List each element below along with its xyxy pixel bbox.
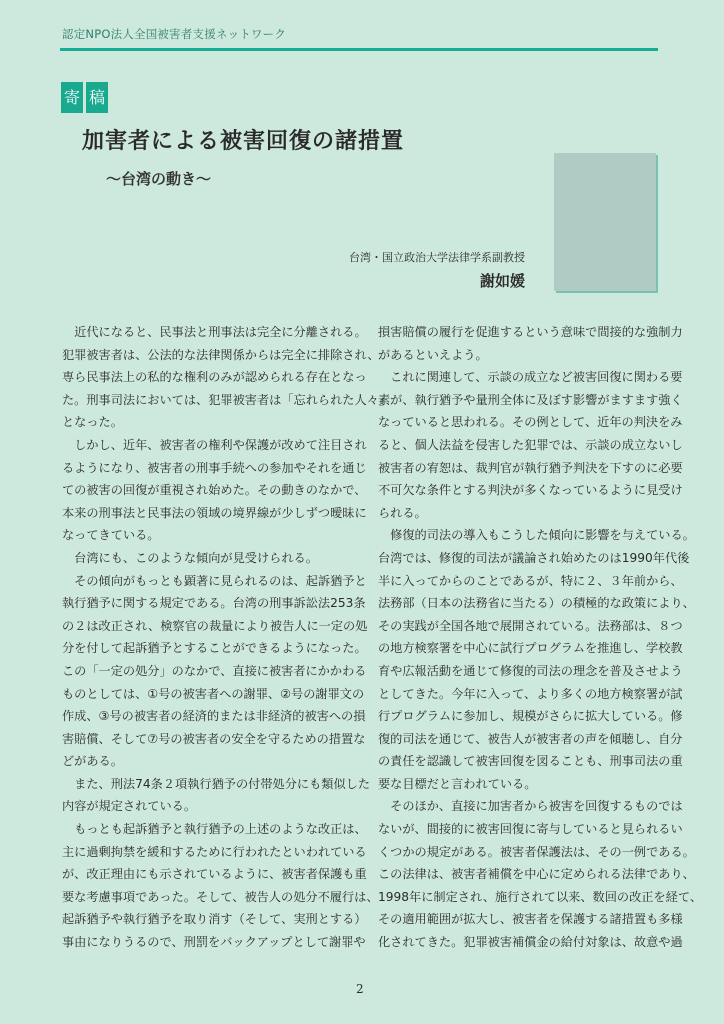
text-line: の地方検察署を中心に試行プログラムを推進し、学校教: [378, 641, 683, 656]
paragraph: [62, 434, 367, 547]
text-line: なってきている。: [62, 528, 160, 543]
paragraph: [62, 773, 371, 818]
text-line: ないが、間接的に被害回復に寄与していると見られるい: [378, 822, 683, 837]
text-line: 損害賠償の履行を促進するという意味で間接的な強制力: [378, 325, 683, 339]
text-line: 半に入ってからのことであるが、特に２、３年前から、: [378, 573, 683, 588]
category-tag: 稿: [86, 82, 108, 113]
text-line: 犯罪被害者は、公法的な法律関係からは完全に排除され、: [62, 347, 380, 362]
author-photo-placeholder: [554, 153, 656, 291]
text-line: 台湾では、修復的司法が議論され始めたのは1990年代後: [378, 550, 690, 565]
text-line: 法務部（日本の法務省に当たる）の積極的な政策により、: [378, 596, 695, 611]
text-line: 近代になると、民事法と刑事法は完全に分離される。: [62, 325, 367, 339]
text-line: そのほか、直接に加害者から被害を回復するものでは: [378, 799, 683, 814]
text-line: その実践が全国各地で展開されている。法務部は、８つ: [378, 618, 683, 633]
text-line: た。刑事司法においては、犯罪被害者は「忘れられた人々」: [62, 392, 392, 407]
text-line: としてきた。今年に入って、より多くの地方検察署が試: [378, 686, 683, 701]
paragraph: [378, 366, 683, 524]
text-line: この「一定の処分」のなかで、直接に被害者にかかわる: [62, 663, 367, 678]
text-line: の責任を認識して被害回復を図ることも、刑事司法の重: [378, 754, 683, 769]
paragraph: [378, 524, 695, 795]
paragraph: [378, 795, 703, 953]
text-line: 分を付して起訴猶予とすることができるようになった。: [62, 641, 367, 656]
text-line: 起訴猶予や執行猶予を取り消す（そして、実刑とする）: [62, 912, 367, 927]
text-line: 被害者の宥恕は、裁判官が執行猶予判決を下すのに必要: [378, 460, 683, 475]
text-column-left: [62, 321, 392, 954]
text-line: が、改正理由にも示されているように、被害者保護も重: [62, 867, 367, 882]
text-line: ると、個人法益を侵害した犯罪では、示談の成立ないし: [378, 437, 683, 452]
text-line: くつかの規定がある。被害者保護法は、その一例である。: [378, 844, 695, 859]
paragraph: [62, 818, 379, 954]
text-line: 事由になりうるので、刑罰をバックアップとして謝罪や: [62, 935, 366, 950]
text-line: もっとも起訴猶予と執行猶予の上述のような改正は、: [62, 822, 367, 837]
text-line: また、刑法74条２項執行猶予の付帯処分にも類似した: [62, 776, 371, 791]
text-line: があるといえよう。: [378, 347, 488, 362]
text-line: 育や広報活動を通じて修復的司法の理念を普及させよう: [378, 663, 683, 678]
text-line: となった。: [62, 415, 123, 430]
article-subtitle: ～台湾の動き～: [106, 170, 212, 188]
text-line: 執行猶予に関する規定である。台湾の刑事訴訟法253条: [62, 596, 366, 611]
text-line: 作成、③号の被害者の経済的または非経済的被害への損: [62, 709, 366, 724]
text-line: どがある。: [62, 754, 123, 769]
text-line: なっていると思われる。その例として、近年の判決をみ: [378, 415, 683, 430]
text-line: しかし、近年、被害者の権利や保護が改めて注目され: [62, 437, 367, 452]
text-line: この法律は、被害者補償を中心に定められる法律であり、: [378, 867, 695, 882]
organization-name: 認定NPO法人全国被害者支援ネットワーク: [62, 27, 287, 41]
text-line: これに関連して、示談の成立など被害回復に関わる要: [378, 370, 683, 385]
author-affiliation: 台湾・国立政治大学法律学系副教授: [349, 251, 525, 264]
text-line: その適用範囲が拡大し、被害者を保護する諸措置も多様: [378, 912, 683, 927]
text-line: ものとしては、①号の被害者への謝罪、②号の謝罪文の: [62, 686, 365, 701]
text-line: 本来の刑事法と民事法の領域の境界線が少しずつ曖昧に: [62, 505, 367, 520]
text-line: 不可欠な条件とする判決が多くなっているように見受け: [378, 483, 683, 498]
text-line: の２は改正され、検察官の裁量により被告人に一定の処: [62, 618, 368, 633]
text-line: 台湾にも、このような傾向が見受けられる。: [62, 550, 318, 565]
text-line: 復的司法を通じて、被告人が被害者の声を傾聴し、自分: [378, 731, 683, 746]
header-rule: [60, 48, 658, 51]
text-line: 行プログラムに参加し、規模がさらに拡大している。修: [378, 709, 683, 724]
category-tag: 寄: [61, 82, 83, 113]
text-line: 主に過剰拘禁を緩和するために行われたといわれている: [62, 844, 367, 859]
paragraph: [62, 547, 352, 570]
text-line: 化されてきた。犯罪被害補償金の給付対象は、故意や過: [378, 935, 683, 950]
text-line: その傾向がもっとも顕著に見られるのは、起訴猶予と: [62, 573, 367, 588]
paragraph: [378, 321, 683, 366]
text-line: るようになり、被害者の刑事手続への参加やそれを通じ: [62, 460, 367, 475]
text-line: 1998年に制定され、施行されて以来、数回の改正を経て、: [378, 889, 703, 904]
paragraph: [62, 570, 368, 773]
text-column-right: [378, 321, 703, 954]
text-line: ての被害の回復が重視され始めた。その動きのなかで、: [62, 483, 367, 498]
text-line: 内容が規定されている。: [62, 799, 197, 814]
text-line: 素が、執行猶予や量刑全体に及ぼす影響がますます強く: [378, 392, 683, 407]
text-line: 害賠償、そして⑦号の被害者の安全を守るための措置な: [62, 731, 366, 746]
text-line: 要な考慮事項であった。そして、被告人の処分不履行は、: [62, 889, 379, 904]
text-line: 修復的司法の導入もこうした傾向に影響を与えている。: [378, 528, 695, 543]
author-name: 謝如媛: [479, 272, 525, 290]
text-line: 専ら民事法上の私的な権利のみが認められる存在となっ: [62, 370, 367, 385]
text-line: 要な目標だと言われている。: [378, 776, 537, 791]
article-title: 加害者による被害回復の諸措置: [82, 128, 405, 154]
text-line: られる。: [378, 505, 427, 520]
paragraph: [62, 321, 392, 434]
page-number: 2: [356, 982, 364, 996]
